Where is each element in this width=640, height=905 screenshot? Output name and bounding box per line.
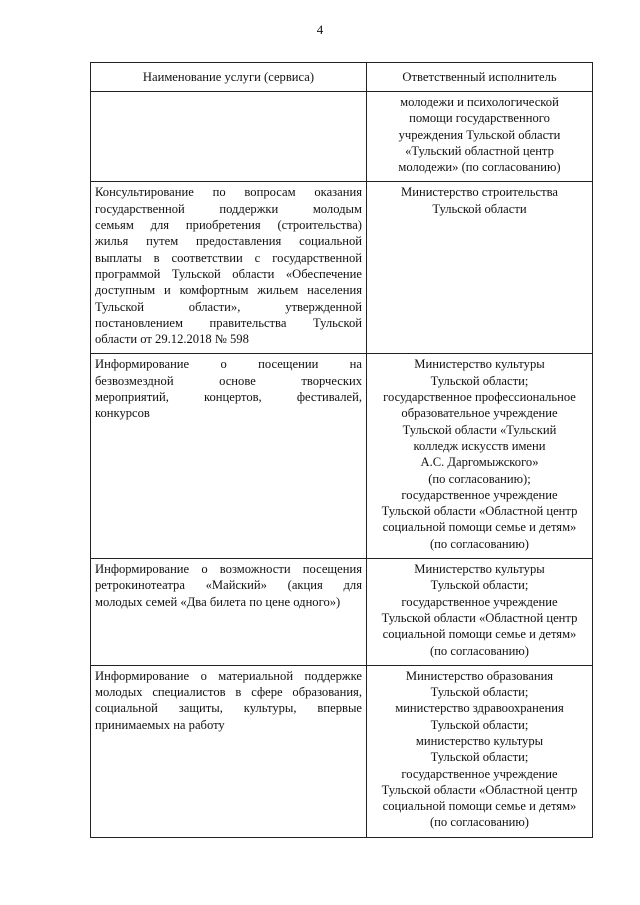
executor-text-line: Тульской области;: [430, 578, 529, 593]
executor-text-line: социальной помощи семье и детям»: [382, 799, 577, 814]
service-text-line: области от 29.12.2018 № 598: [95, 332, 249, 347]
executor-text-line: Тульской области;: [430, 717, 529, 732]
executor-cell: [367, 665, 593, 837]
service-name-cell: [91, 665, 367, 837]
service-text-line: государственной поддержки молодым: [95, 201, 362, 216]
executor-text-line: государственное учреждение: [401, 594, 558, 609]
service-text-line: жилья путем предоставления социальной: [95, 234, 362, 249]
table-row: [91, 182, 593, 354]
executor-text-line: Тульской области;: [430, 685, 529, 700]
executor-text-line: учреждения Тульской области: [398, 127, 561, 142]
executor-text-line: (по согласованию): [429, 643, 529, 658]
executor-text-line: (по согласованию);: [428, 471, 531, 486]
service-text-line: молодых семей «Два билета по цене одного»): [95, 594, 341, 609]
service-text-line: молодых специалистов в сфере образования,: [95, 685, 362, 700]
executor-text-line: министерство здравоохранения: [395, 701, 564, 716]
service-text-line: доступным и комфортным жильем населения: [95, 283, 362, 298]
service-name-cell: [91, 354, 367, 559]
executor-text-line: государственное профессиональное: [383, 390, 576, 405]
executor-text-line: (по согласованию): [429, 815, 529, 830]
service-text-line: безвозмездной основе творческих: [95, 373, 362, 388]
executor-text-line: государственное учреждение: [401, 766, 558, 781]
header-service-name: Наименование услуги (сервиса): [91, 63, 367, 92]
executor-text-line: социальной помощи семье и детям»: [382, 520, 577, 535]
executor-text-line: Тульской области: [432, 201, 527, 216]
executor-text-line: колледж искусств имени: [413, 438, 546, 453]
table-row: [91, 354, 593, 559]
executor-text-line: молодежи» (по согласованию): [398, 160, 561, 175]
table-body: [91, 92, 593, 838]
executor-cell: [367, 92, 593, 182]
executor-text-line: Тульской области «Областной центр: [381, 610, 578, 625]
service-text-line: семьям для приобретения (строительства): [95, 218, 362, 233]
executor-text-line: помощи государственного: [409, 111, 550, 126]
executor-text-line: Тульской области «Областной центр: [381, 782, 578, 797]
service-text-line: принимаемых на работу: [95, 717, 225, 732]
table-header-row: [91, 63, 593, 92]
executor-cell: [367, 354, 593, 559]
service-text-line: Консультирование по вопросам оказания: [95, 185, 362, 200]
service-text-line: выплаты в соответствии с государственной: [95, 250, 362, 265]
executor-cell: [367, 182, 593, 354]
executor-text-line: молодежи и психологической: [400, 95, 559, 109]
executor-text-line: (по согласованию): [429, 536, 529, 551]
table-row: [91, 92, 593, 182]
service-name-cell: [91, 182, 367, 354]
page-number: 4: [316, 22, 324, 37]
service-text-line: Информирование о возможности посещения: [95, 562, 362, 577]
service-text-line: ретрокинотеатра «Майский» (акция для: [95, 578, 362, 593]
executor-text-line: государственное учреждение: [401, 487, 558, 502]
services-table: [90, 62, 593, 838]
service-text-line: Информирование о посещении на: [95, 357, 362, 372]
executor-text-line: министерство культуры: [415, 733, 544, 748]
executor-text-line: Тульской области «Тульский: [402, 422, 557, 437]
executor-text-line: Министерство строительства: [401, 185, 558, 200]
table-row: [91, 559, 593, 666]
table-row: [91, 665, 593, 837]
executor-text-line: Тульской области «Областной центр: [381, 504, 578, 519]
service-text-line: постановлением правительства Тульской: [95, 315, 362, 330]
executor-text-line: Тульской области;: [430, 373, 529, 388]
executor-text-line: Министерство культуры: [414, 562, 545, 577]
header-responsible-executor: Ответственный исполнитель: [367, 63, 593, 92]
service-text-line: мероприятий, концертов, фестивалей,: [95, 390, 362, 405]
executor-cell: [367, 559, 593, 666]
executor-text-line: Министерство культуры: [414, 357, 545, 372]
executor-text-line: Министерство образования: [405, 668, 554, 683]
executor-text-line: образовательное учреждение: [401, 406, 558, 421]
executor-text-line: социальной помощи семье и детям»: [382, 627, 577, 642]
executor-text-line: «Тульский областной центр: [405, 143, 554, 158]
service-text-line: программой Тульской области «Обеспечение: [95, 266, 362, 281]
service-name-cell: [91, 559, 367, 666]
service-text-line: социальной защиты, культуры, впервые: [95, 701, 362, 716]
service-text-line: конкурсов: [95, 406, 150, 421]
service-text-line: Тульской области», утвержденной: [95, 299, 362, 314]
executor-text-line: А.С. Даргомыжского»: [420, 455, 539, 470]
service-name-cell: [91, 92, 367, 182]
service-text-line: Информирование о материальной поддержке: [95, 668, 362, 683]
executor-text-line: Тульской области;: [430, 750, 529, 765]
